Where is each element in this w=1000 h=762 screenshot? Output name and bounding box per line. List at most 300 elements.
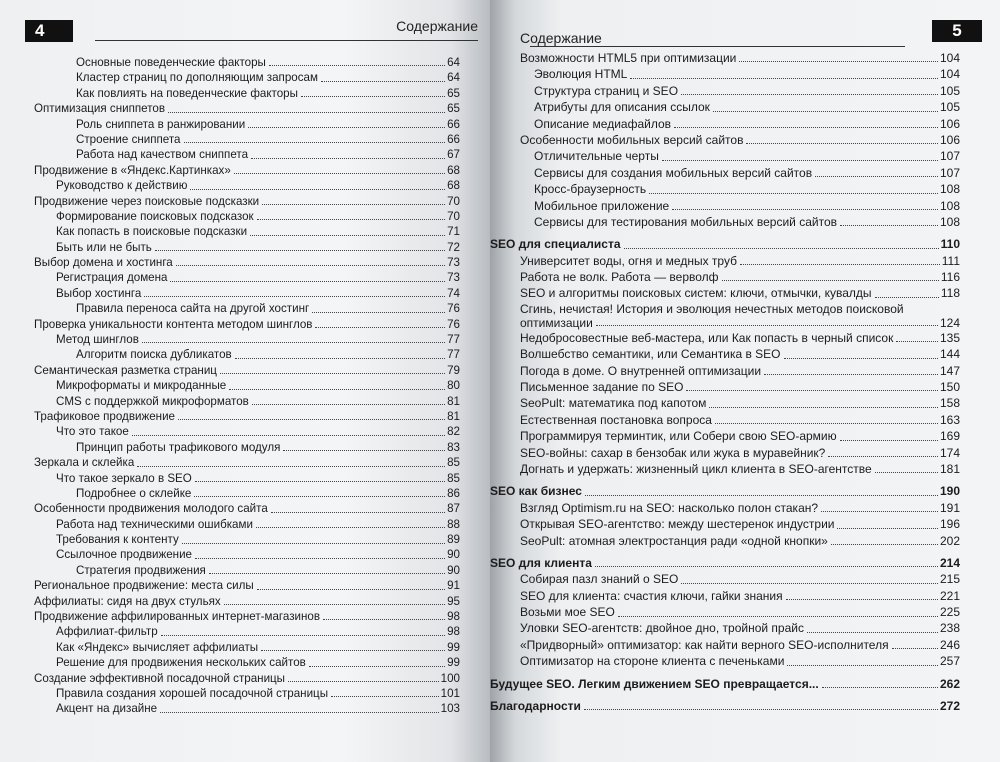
toc-entry-page: 262	[939, 676, 960, 691]
toc-entry-title: Зеркала и склейка	[34, 456, 135, 470]
toc-entry	[490, 50, 960, 66]
toc-entry-page: 101	[440, 687, 460, 700]
toc-leader-dots	[686, 390, 937, 391]
toc-entry	[490, 132, 960, 148]
toc-entry-title: Что такое зеркало в SEO	[56, 471, 192, 485]
toc-entry-page: 116	[940, 270, 960, 285]
toc-entry	[0, 378, 460, 393]
toc-entry-page: 83	[447, 440, 460, 454]
toc-leader-dots	[596, 325, 938, 326]
toc-entry	[490, 461, 960, 477]
toc-entry-title: Аффилиат-фильтр	[56, 625, 158, 639]
toc-entry	[490, 445, 960, 461]
toc-entry	[490, 66, 960, 82]
toc-entry	[490, 269, 960, 285]
toc-entry-title: Будущее SEO. Легким движением SEO превращается...	[490, 676, 819, 691]
toc-leader-dots	[190, 189, 445, 190]
toc-entry-title: Особенности продвижения молодого сайта	[34, 502, 268, 516]
toc-entry-page: 65	[447, 86, 460, 100]
toc-entry	[490, 285, 960, 301]
toc-entry	[0, 132, 460, 147]
toc-leader-dots	[256, 527, 445, 528]
toc-entry-title: Выбор хостинга	[56, 286, 142, 300]
toc-leader-dots	[312, 312, 445, 313]
toc-entry-page: 79	[447, 363, 460, 377]
toc-entry-page: 68	[447, 163, 460, 177]
toc-entry-page: 81	[447, 394, 460, 408]
toc-entry	[490, 346, 960, 362]
toc-entry-page: 105	[939, 83, 960, 98]
toc-leader-dots	[662, 160, 938, 161]
toc-entry-page: 147	[939, 363, 960, 378]
toc-entry-title: Кластер страниц по дополняющим запросам	[76, 71, 318, 85]
toc-entry	[490, 83, 960, 99]
toc-leader-dots	[584, 709, 938, 710]
toc-leader-dots	[160, 712, 439, 713]
toc-entry-title: Возможности HTML5 при оптимизации	[520, 50, 737, 65]
left-page-number: 4	[25, 20, 73, 42]
toc-entry-page: 107	[939, 165, 960, 180]
toc-entry-page: 181	[939, 461, 960, 476]
toc-entry-page: 174	[939, 445, 960, 460]
toc-entry-title: Принцип работы трафикового модуля	[76, 440, 281, 454]
toc-leader-dots	[155, 250, 445, 251]
toc-entry-page: 65	[447, 102, 460, 116]
toc-entry	[490, 604, 960, 620]
toc-entry-page: 99	[447, 640, 460, 654]
toc-leader-dots	[681, 94, 938, 95]
toc-entry-page: 202	[939, 533, 960, 548]
left-running-header: Содержание	[396, 18, 478, 34]
toc-entry-title: Ссылочное продвижение	[56, 548, 192, 562]
toc-entry-page: 196	[939, 517, 960, 532]
right-header-rule	[530, 46, 905, 47]
toc-entry-title: SeoPult: математика под капотом	[520, 396, 707, 411]
toc-entry-title: Подробнее о склейке	[76, 486, 192, 500]
toc-entry-page: 108	[939, 182, 960, 197]
toc-entry-title: Взгляд Optimism.ru на SEO: насколько полон стакан?	[520, 500, 819, 515]
toc-entry-page: 98	[447, 625, 460, 639]
toc-entry	[0, 347, 460, 362]
toc-leader-dots	[715, 423, 938, 424]
toc-entry-page: 88	[447, 517, 460, 531]
toc-entry-title: Программируя терминтик, или Собери свою SEO-армию	[520, 429, 837, 444]
toc-entry-title: Акцент на дизайне	[56, 702, 158, 716]
toc-entry-page: 67	[447, 148, 460, 162]
toc-entry	[0, 101, 460, 116]
toc-entry	[490, 316, 960, 330]
toc-entry	[0, 240, 460, 255]
toc-entry-title: Роль сниппета в ранжировании	[76, 117, 246, 131]
toc-entry-title: Оптимизатор на стороне клиента с печеньками	[520, 654, 785, 669]
toc-leader-dots	[176, 265, 445, 266]
toc-entry	[490, 253, 960, 269]
toc-entry-title: Строение сниппета	[76, 132, 181, 146]
toc-entry-title: Регистрация домена	[56, 271, 168, 285]
toc-entry-title: Университет воды, огня и медных труб	[520, 253, 737, 268]
toc-leader-dots	[875, 472, 938, 473]
toc-leader-dots	[840, 440, 938, 441]
toc-entry	[0, 55, 460, 70]
toc-entry	[490, 116, 960, 132]
toc-entry-title: Работа над техническими ошибками	[56, 517, 253, 531]
toc-entry-title: SEO как бизнес	[490, 484, 582, 499]
toc-entry-page: 238	[939, 621, 960, 636]
toc-entry	[490, 363, 960, 379]
toc-leader-dots	[892, 648, 938, 649]
toc-leader-dots	[321, 81, 445, 82]
toc-entry-page: 90	[447, 548, 460, 562]
toc-entry-title: SEO для специалиста	[490, 237, 621, 252]
right-page-number: 5	[932, 20, 982, 42]
toc-leader-dots	[618, 616, 938, 617]
toc-entry	[0, 486, 460, 501]
toc-entry-title: Как попасть в поисковые подсказки	[56, 225, 248, 239]
toc-entry	[490, 165, 960, 181]
toc-entry-title: Региональное продвижение: места силы	[34, 579, 254, 593]
toc-leader-dots	[674, 127, 938, 128]
toc-entry-title: Что это такое	[56, 425, 129, 439]
toc-entry	[0, 86, 460, 101]
toc-entry-title: Проверка уникальности контента методом шинглов	[34, 317, 313, 331]
toc-entry-page: 82	[447, 425, 460, 439]
toc-entry	[490, 330, 960, 346]
toc-entry-title: Возьми мое SEO	[520, 605, 615, 620]
toc-entry-page: 98	[447, 610, 460, 624]
toc-entry-title: оптимизации	[520, 315, 593, 330]
toc-entry-title: Формирование поисковых подсказок	[56, 209, 254, 223]
toc-entry-page: 89	[447, 533, 460, 547]
toc-entry-page: 100	[440, 671, 460, 685]
toc-entry-title: Благодарности	[490, 699, 581, 714]
toc-entry-page: 107	[939, 149, 960, 164]
toc-entry-title: Оптимизация сниппетов	[34, 102, 165, 116]
toc-entry-title: CMS с поддержкой микроформатов	[56, 394, 249, 408]
toc-entry	[490, 236, 960, 252]
toc-entry-page: 77	[447, 348, 460, 362]
toc-leader-dots	[739, 61, 938, 62]
left-page	[0, 0, 490, 762]
toc-entry-page: 90	[447, 563, 460, 577]
toc-entry-page: 158	[939, 396, 960, 411]
toc-entry	[0, 609, 460, 624]
toc-entry-page: 108	[939, 198, 960, 213]
toc-entry-page: 85	[447, 456, 460, 470]
toc-entry-page: 77	[447, 333, 460, 347]
toc-entry-title: Продвижение через поисковые подсказки	[34, 194, 260, 208]
toc-entry	[0, 255, 460, 270]
toc-entry-page: 87	[447, 502, 460, 516]
toc-entry-title: Атрибуты для описания ссылок	[534, 100, 710, 115]
toc-entry	[490, 148, 960, 164]
toc-entry	[0, 70, 460, 85]
toc-entry-page: 64	[447, 55, 460, 69]
toc-entry-title: Семантическая разметка страниц	[34, 363, 217, 377]
toc-leader-dots	[182, 543, 445, 544]
toc-entry	[0, 655, 460, 670]
toc-entry	[0, 578, 460, 593]
toc-entry	[0, 117, 460, 132]
toc-entry-page: 76	[447, 317, 460, 331]
toc-entry	[0, 471, 460, 486]
toc-leader-dots	[261, 650, 445, 651]
toc-entry-title: Собирая пазл знаний о SEO	[520, 572, 679, 587]
toc-entry-title: Письменное задание по SEO	[520, 380, 684, 395]
toc-leader-dots	[595, 566, 938, 567]
toc-entry	[0, 594, 460, 609]
toc-entry-title: Требования к контенту	[56, 533, 179, 547]
toc-leader-dots	[828, 456, 938, 457]
toc-leader-dots	[787, 665, 938, 666]
toc-entry-page: 257	[939, 654, 960, 669]
toc-entry-page: 80	[447, 379, 460, 393]
toc-entry-title: Решение для продвижения нескольких сайтов	[56, 656, 306, 670]
toc-entry	[0, 194, 460, 209]
toc-entry-page: 106	[939, 132, 960, 147]
right-toc-list	[490, 50, 960, 714]
toc-entry-title: SeoPult: атомная электростанция ради «одной кнопки»	[520, 533, 828, 548]
toc-leader-dots	[585, 495, 938, 496]
toc-entry	[0, 701, 460, 716]
toc-entry-page: 272	[939, 699, 960, 714]
toc-entry-title: Погода в доме. О внутренней оптимизации	[520, 363, 762, 378]
toc-leader-dots	[195, 558, 445, 559]
toc-entry	[0, 686, 460, 701]
toc-leader-dots	[229, 389, 445, 390]
toc-leader-dots	[630, 78, 938, 79]
toc-leader-dots	[837, 528, 937, 529]
toc-leader-dots	[331, 696, 439, 697]
toc-entry-title: Руководство к действию	[56, 179, 188, 193]
toc-leader-dots	[262, 204, 445, 205]
toc-entry	[490, 555, 960, 571]
toc-entry-title: SEO-войны: сахар в бензобак или жука в муравейник?	[520, 445, 826, 460]
toc-leader-dots	[288, 681, 439, 682]
toc-entry-title: Уловки SEO-агентств: двойное дно, тройной прайс	[520, 621, 804, 636]
toc-entry-page: 163	[939, 412, 960, 427]
toc-entry-title: Продвижение аффилированных интернет-магазинов	[34, 610, 320, 624]
toc-entry	[490, 698, 960, 714]
toc-leader-dots	[315, 327, 445, 328]
toc-entry	[490, 483, 960, 499]
toc-entry-title: Сервисы для тестирования мобильных версий сайтов	[534, 214, 837, 229]
toc-entry	[490, 412, 960, 428]
toc-entry-page: 66	[447, 132, 460, 146]
toc-entry-page: 118	[940, 286, 960, 301]
toc-leader-dots	[194, 496, 445, 497]
toc-entry-page: 214	[939, 555, 960, 570]
toc-leader-dots	[786, 599, 938, 600]
toc-entry	[0, 440, 460, 455]
toc-entry	[0, 624, 460, 639]
toc-leader-dots	[170, 281, 445, 282]
toc-entry-title: SEO и алгоритмы поисковых систем: ключи, отмычки, кувалды	[520, 286, 872, 301]
toc-leader-dots	[709, 407, 938, 408]
toc-entry	[490, 379, 960, 395]
toc-entry-title: Волшебство семантики, или Семантика в SEO	[520, 347, 781, 362]
toc-entry-page: 246	[939, 637, 960, 652]
toc-leader-dots	[649, 193, 938, 194]
toc-leader-dots	[178, 419, 445, 420]
toc-entry-page: 73	[447, 271, 460, 285]
toc-entry-page: 66	[447, 117, 460, 131]
toc-entry-page: 86	[447, 486, 460, 500]
toc-leader-dots	[681, 583, 938, 584]
toc-entry	[0, 563, 460, 578]
toc-entry	[0, 671, 460, 686]
toc-entry-page: 104	[939, 50, 960, 65]
toc-entry-title: Сгинь, нечистая! История и эволюция нечестных методов поисковой	[520, 301, 904, 316]
toc-entry-title: Аффилиаты: сидя на двух стульях	[34, 594, 221, 608]
toc-leader-dots	[323, 619, 445, 620]
toc-leader-dots	[807, 632, 938, 633]
toc-entry-title: Недобросовестные веб-мастера, или Как попасть в черный список	[520, 330, 894, 345]
toc-leader-dots	[132, 435, 445, 436]
toc-entry	[490, 302, 960, 316]
toc-entry-title: Отличительные черты	[534, 149, 659, 164]
toc-entry-title: Описание медиафайлов	[534, 116, 672, 131]
toc-leader-dots	[831, 544, 938, 545]
toc-entry-page: 68	[447, 179, 460, 193]
toc-entry-title: Работа не волк. Работа — верволф	[520, 270, 719, 285]
toc-entry-title: Кросс-браузерность	[534, 182, 647, 197]
toc-entry-title: Естественная постановка вопроса	[520, 412, 712, 427]
toc-entry-title: Догнать и удержать: жизненный цикл клиента в SEO-агентстве	[520, 461, 872, 476]
toc-entry-page: 150	[939, 380, 960, 395]
toc-entry-title: Стратегия продвижения	[76, 563, 206, 577]
toc-entry-page: 104	[939, 67, 960, 82]
toc-leader-dots	[269, 65, 445, 66]
toc-entry-title: Выбор домена и хостинга	[34, 256, 173, 270]
toc-entry-title: Правила создания хорошей посадочной страницы	[56, 687, 329, 700]
toc-entry	[0, 455, 460, 470]
toc-entry-page: 110	[940, 237, 960, 252]
toc-entry-page: 169	[939, 429, 960, 444]
toc-entry-title: Трафиковое продвижение	[34, 409, 175, 423]
toc-leader-dots	[815, 176, 938, 177]
toc-entry-page: 105	[939, 100, 960, 115]
toc-entry	[0, 409, 460, 424]
toc-entry-page: 225	[939, 605, 960, 620]
toc-leader-dots	[301, 96, 445, 97]
toc-entry-page: 76	[447, 302, 460, 316]
toc-entry	[490, 653, 960, 669]
toc-entry-title: SEO для клиента	[490, 555, 592, 570]
toc-leader-dots	[746, 143, 937, 144]
toc-entry-page: 124	[939, 315, 960, 330]
toc-entry-title: Быть или не быть	[56, 240, 152, 254]
toc-entry	[490, 516, 960, 532]
toc-entry	[0, 163, 460, 178]
toc-leader-dots	[252, 404, 445, 405]
toc-entry-page: 95	[447, 594, 460, 608]
toc-entry-page: 144	[939, 347, 960, 362]
toc-leader-dots	[624, 248, 939, 249]
toc-entry-page: 64	[447, 71, 460, 85]
toc-entry	[490, 571, 960, 587]
toc-leader-dots	[184, 142, 446, 143]
toc-leader-dots	[784, 358, 938, 359]
toc-entry-title: Метод шинглов	[56, 333, 139, 347]
toc-entry-page: 111	[941, 253, 960, 268]
toc-entry-page: 106	[939, 116, 960, 131]
toc-entry-page: 108	[939, 214, 960, 229]
toc-entry	[0, 363, 460, 378]
toc-entry	[490, 99, 960, 115]
toc-entry	[0, 517, 460, 532]
toc-entry-page: 72	[447, 240, 460, 254]
toc-entry	[0, 286, 460, 301]
toc-entry	[0, 270, 460, 285]
toc-entry	[0, 532, 460, 547]
toc-entry-title: SEO для клиента: счастия ключи, гайки знания	[520, 588, 783, 603]
toc-leader-dots	[764, 374, 938, 375]
toc-entry-title: «Придворный» оптимизатор: как найти верного SEO-исполнителя	[520, 637, 889, 652]
toc-leader-dots	[251, 158, 445, 159]
toc-entry-title: Открывая SEO-агентство: между шестеренок индустрии	[520, 517, 835, 532]
toc-leader-dots	[271, 512, 445, 513]
toc-leader-dots	[250, 235, 445, 236]
right-page	[490, 0, 1000, 762]
toc-leader-dots	[840, 225, 938, 226]
toc-entry-title: Правила переноса сайта на другой хостинг	[76, 302, 310, 316]
toc-entry-title: Особенности мобильных версий сайтов	[520, 132, 744, 147]
left-header-rule	[95, 40, 478, 41]
toc-entry-page: 91	[447, 579, 460, 593]
toc-leader-dots	[896, 341, 938, 342]
toc-entry	[0, 301, 460, 316]
right-running-header: Содержание	[520, 30, 602, 46]
toc-entry-title: Эволюция HTML	[534, 67, 628, 82]
toc-entry-title: Как повлиять на поведенческие факторы	[76, 86, 298, 100]
toc-entry-title: Создание эффективной посадочной страницы	[34, 671, 286, 685]
toc-entry-page: 73	[447, 256, 460, 270]
toc-entry	[0, 424, 460, 439]
toc-entry-title: Сервисы для создания мобильных версий сайтов	[534, 165, 813, 180]
toc-entry	[490, 533, 960, 549]
toc-leader-dots	[137, 466, 445, 467]
toc-leader-dots	[740, 264, 940, 265]
toc-leader-dots	[161, 635, 445, 636]
toc-entry	[0, 332, 460, 347]
toc-entry-title: Структура страниц и SEO	[534, 83, 679, 98]
toc-leader-dots	[722, 280, 939, 281]
left-toc-list	[0, 55, 460, 717]
toc-entry-title: Основные поведенческие факторы	[76, 55, 266, 69]
toc-entry-title: Алгоритм поиска дубликатов	[76, 348, 232, 362]
toc-leader-dots	[257, 219, 445, 220]
toc-entry-title: Как «Яндекс» вычисляет аффилиаты	[56, 640, 259, 654]
toc-entry-page: 85	[447, 471, 460, 485]
toc-leader-dots	[822, 687, 938, 688]
toc-leader-dots	[672, 209, 938, 210]
toc-leader-dots	[309, 666, 445, 667]
toc-leader-dots	[713, 111, 938, 112]
toc-entry-page: 103	[440, 702, 460, 716]
toc-leader-dots	[875, 297, 939, 298]
toc-leader-dots	[283, 450, 445, 451]
toc-leader-dots	[142, 342, 445, 343]
toc-entry	[490, 428, 960, 444]
toc-entry	[0, 501, 460, 516]
toc-leader-dots	[209, 573, 445, 574]
toc-entry	[0, 209, 460, 224]
toc-leader-dots	[144, 296, 445, 297]
toc-entry-page: 81	[447, 409, 460, 423]
toc-leader-dots	[235, 358, 445, 359]
toc-entry	[490, 395, 960, 411]
toc-entry	[490, 500, 960, 516]
